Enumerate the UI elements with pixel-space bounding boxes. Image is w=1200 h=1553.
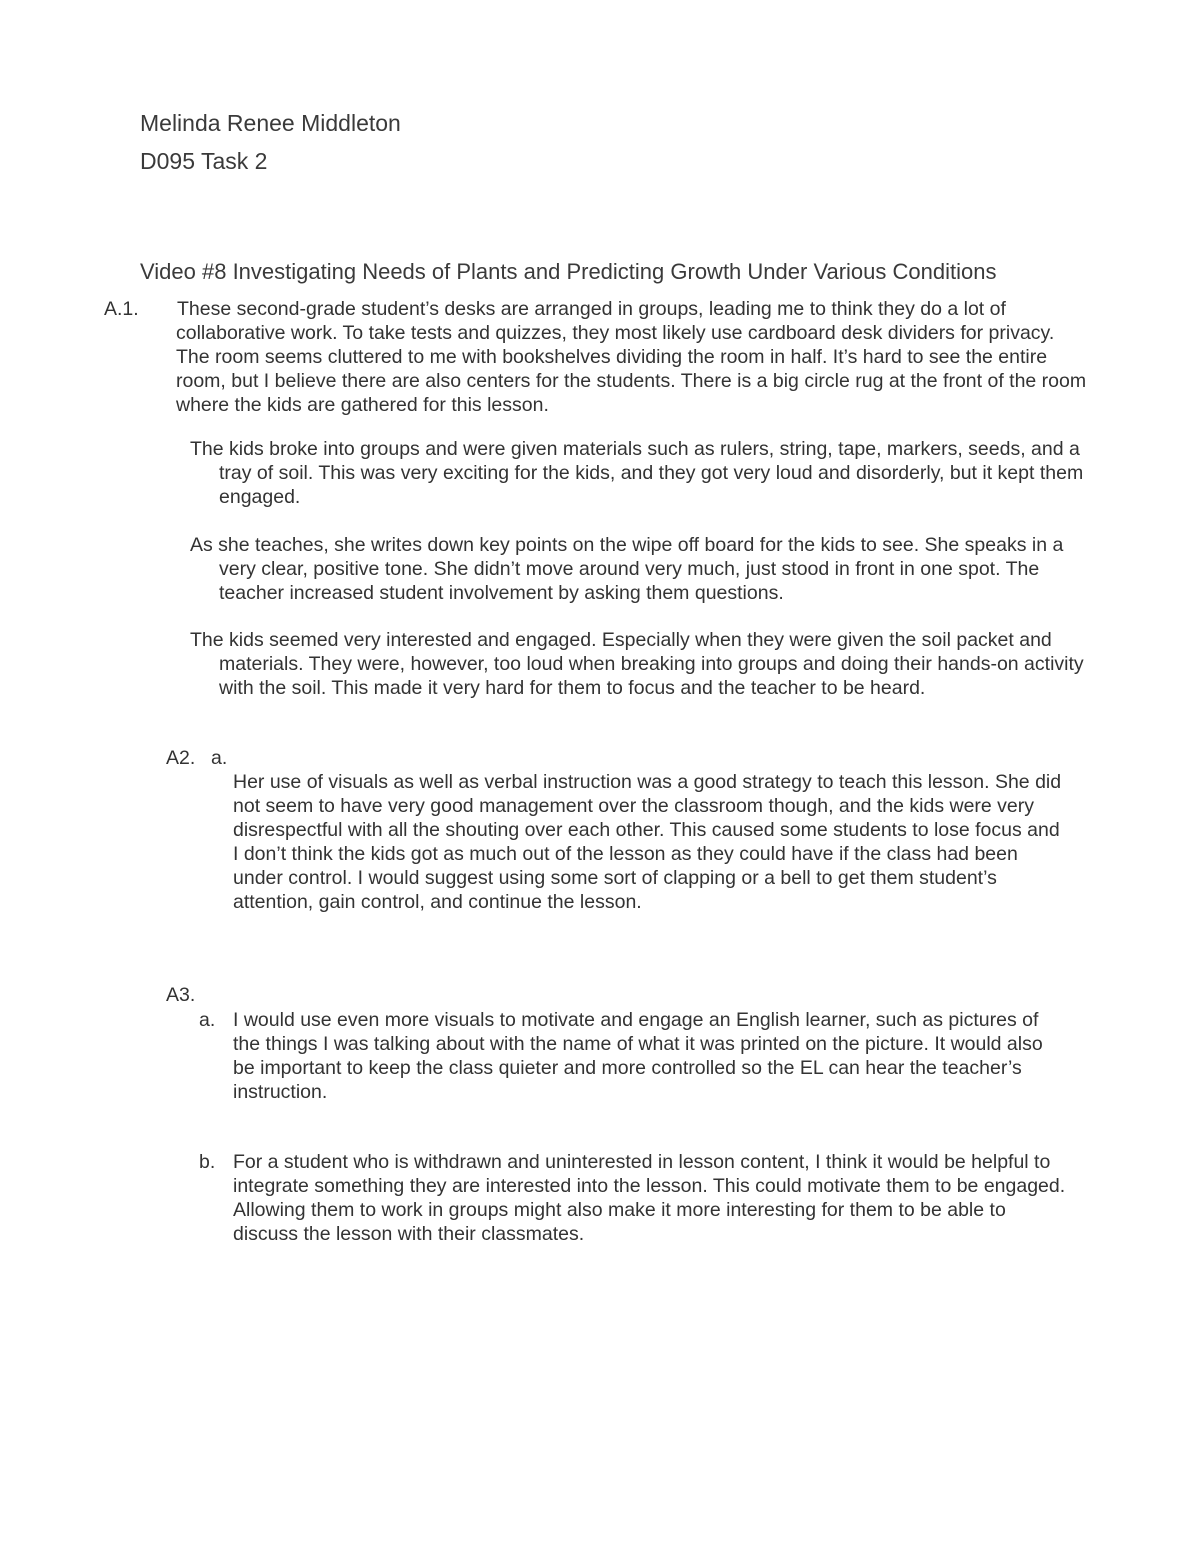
section-a1-label: A.1. (104, 298, 139, 320)
section-a3-item-a-marker: a. (199, 1009, 216, 1031)
author-name: Melinda Renee Middleton (140, 110, 401, 136)
section-a1-paragraph-4: The kids seemed very interested and engaged. Especially when they were given the soil packet and materials. They were, however, too loud when breaking into groups and doing their hands-on activity with the soil. This made it very hard for them to focus and the teacher to be heard. (190, 629, 1084, 699)
section-a1-paragraph (104, 297, 1092, 417)
section-heading: Video #8 Investigating Needs of Plants and Predicting Growth Under Various Conditions (140, 259, 997, 284)
section-a2-label: A2. (166, 747, 196, 769)
section-a3-item-a-text: I would use even more visuals to motivate and engage an English learner, such as pictures of the things I was talking about with the name of what it was printed on the picture. It would also be important to keep the class quieter and more controlled so the EL can hear the teacher’s instruction. (233, 1009, 1043, 1103)
section-a1-text: These second-grade student’s desks are arranged in groups, leading me to think they do a lot of collaborative work. To take tests and quizzes, they most likely use cardboard desk dividers for privacy. The room seems cluttered to me with bookshelves dividing the room in half. It’s hard to see the entire room, but I believe there are also centers for the students. There is a big circle rug at the front of the room where the kids are gathered for this lesson. (176, 298, 1087, 416)
section-a3-label: A3. (166, 984, 196, 1006)
section-a2-sub-label: a. (211, 747, 228, 769)
section-a2-text: Her use of visuals as well as verbal instruction was a good strategy to teach this lesson. She did not seem to have very good management over the classroom though, and the kids were very disrespectful with all the shouting over each other. This caused some students to lose focus and I don’t think the kids got as much out of the lesson as they could have if the class had been under control. I would suggest using some sort of clapping or a bell to get them student’s attention, gain control, and continue the lesson. (233, 771, 1062, 913)
section-a3-item-b-text: For a student who is withdrawn and uninterested in lesson content, I think it would be helpful to integrate something they are interested into the lesson. This could motivate them to be engaged. Allowing them to work in groups might also make it more interesting for them to be able to discuss the lesson with their classmates. (233, 1151, 1066, 1245)
task-title: D095 Task 2 (140, 148, 268, 174)
section-a3-item-b-marker: b. (199, 1151, 216, 1173)
section-a1-paragraph-2: The kids broke into groups and were given materials such as rulers, string, tape, markers, seeds, and a tray of soil. This was very exciting for the kids, and they got very loud and disorderly, but it kept them engaged. (190, 438, 1084, 508)
section-a1-paragraph-3: As she teaches, she writes down key points on the wipe off board for the kids to see. She speaks in a very clear, positive tone. She didn’t move around very much, just stood in front in one spot. The teacher increased student involvement by asking them questions. (190, 534, 1064, 604)
